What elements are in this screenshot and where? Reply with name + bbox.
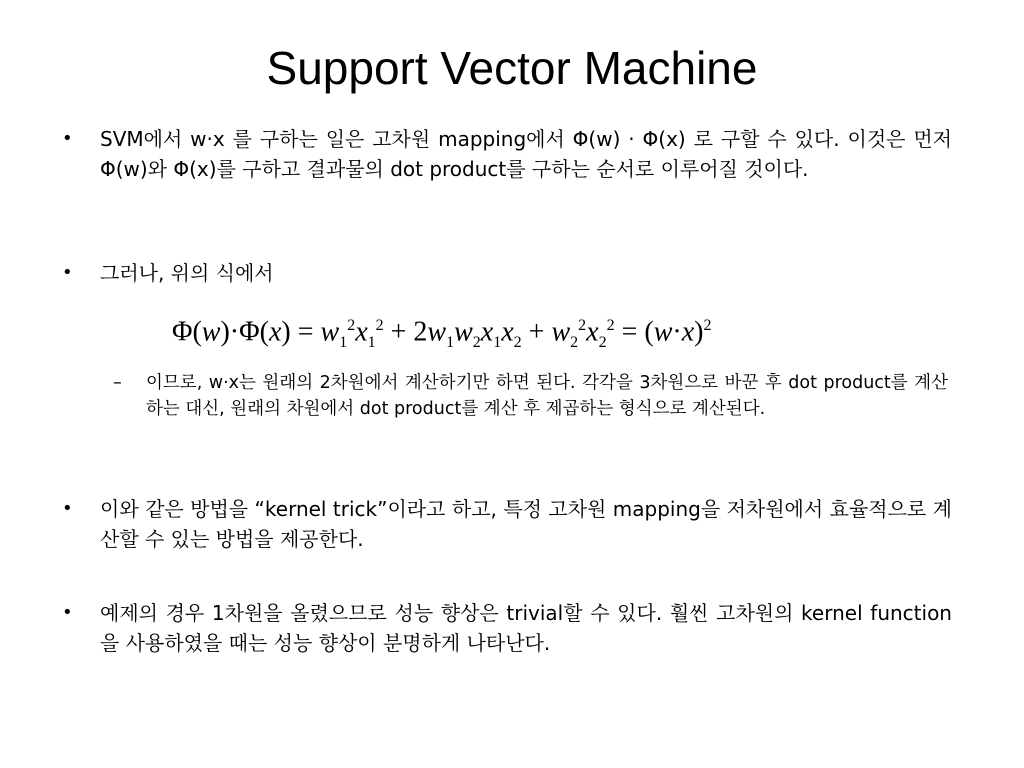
bullet-1 [62,124,952,184]
bullet-text: 그러나, 위의 식에서 [100,261,274,285]
bullet-4 [62,598,952,658]
slide-title: Support Vector Machine [266,42,758,94]
sub-bullet-marker: – [113,373,122,393]
bullet-text: 예제의 경우 1차원을 올렸으므로 성능 향상은 trivial할 수 있다. 훨씬 고차원의 kernel function을 사용하였을 때는 성능 향상이 분명하게 나타난다. [100,601,952,655]
bullet-marker: • [62,262,73,283]
bullet-marker: • [62,498,73,519]
sub-bullet-text: 이므로, w·x는 원래의 2차원에서 계산하기만 하면 된다. 각각을 3차원으로 바꾼 후 dot product를 계산하는 대신, 원래의 차원에서 dot product를 계산 후 제곱하는 형식으로 계산된다. [146,373,948,419]
bullet-marker: • [62,602,73,623]
bullet-2 [62,258,952,288]
bullet-marker: • [62,128,73,149]
bullet-text: 이와 같은 방법을 “kernel trick”이라고 하고, 특정 고차원 mapping을 저차원에서 효율적으로 계산할 수 있는 방법을 제공한다. [100,497,952,551]
kernel-formula: $\Phi(w)\cdot\Phi(x) = w_1^2x_1^2 + 2w_1w_2x_1x_2 + w_2^2x_2^2 = (w\cdot x)^2$ [172,316,712,351]
bullet-text: SVM에서 w·x 를 구하는 일은 고차원 mapping에서 Φ(w) · Φ(x) 로 구할 수 있다. 이것은 먼저 Φ(w)와 Φ(x)를 구하고 결과물의 dot product를 구하는 순서로 이루어질 것이다. [100,127,952,181]
bullet-3 [62,494,952,554]
sub-bullet [113,370,948,422]
